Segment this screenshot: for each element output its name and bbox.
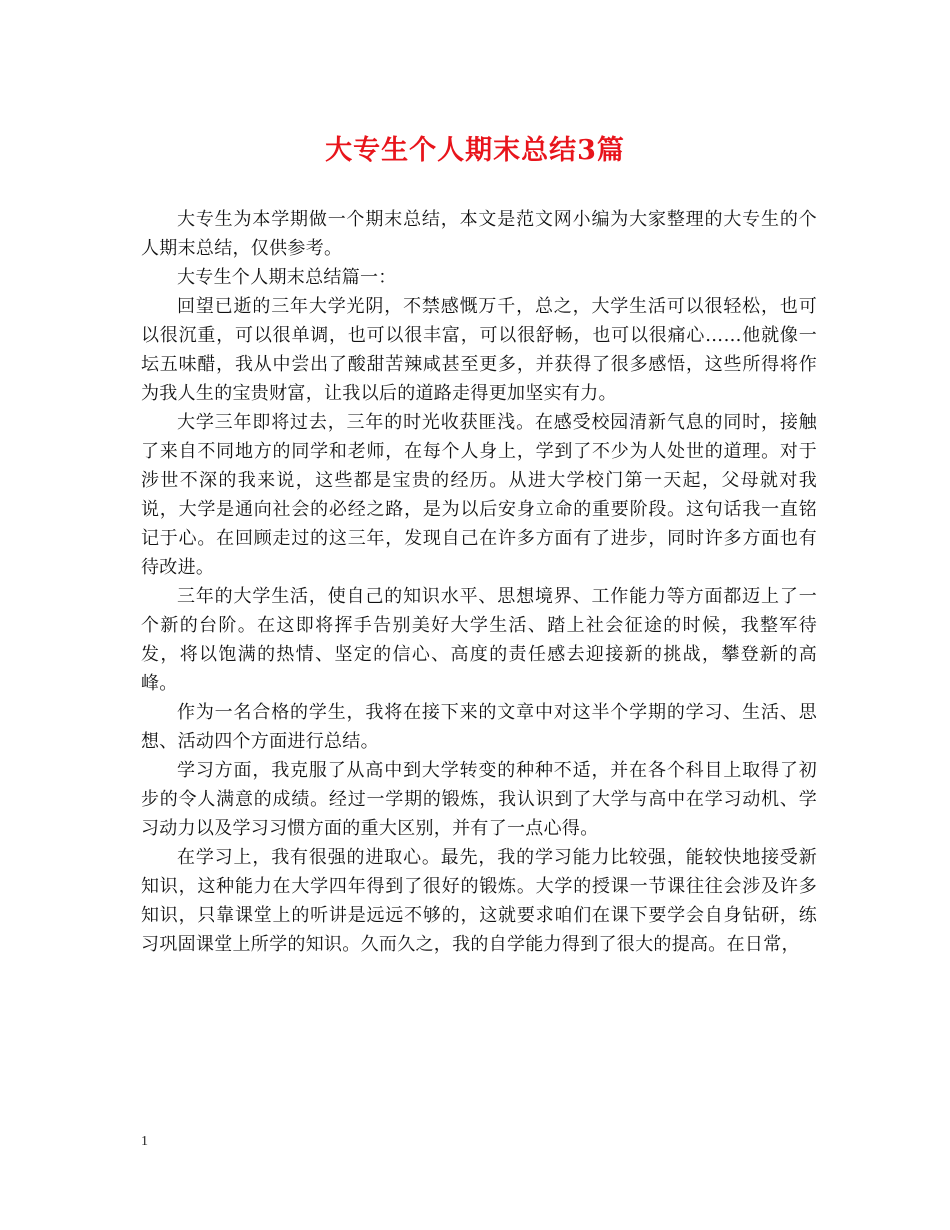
paragraph: 回望已逝的三年大学光阴，不禁感慨万千，总之，大学生活可以很轻松，也可以很沉重，可以很单调，也可以很丰富，可以很舒畅，也可以很痛心……他就像一坛五味醋，我从中尝出了酸甜苦辣咸甚至更多，并获得了很多感悟，这些所得将作为我人生的宝贵财富，让我以后的道路走得更加坚实有力。	[141, 296, 817, 404]
document-body	[141, 205, 817, 959]
paragraph: 学习方面，我克服了从高中到大学转变的种种不适，并在各个科目上取得了初步的令人满意的成绩。经过一学期的锻炼，我认识到了大学与高中在学习动机、学习动力以及学习习惯方面的重大区别，并有了一点心得。	[141, 760, 817, 839]
section-heading-part-one: 大专生个人期末总结篇一：	[177, 267, 397, 288]
paragraph: 作为一名合格的学生，我将在接下来的文章中对这半个学期的学习、生活、思想、活动四个方面进行总结。	[141, 702, 817, 752]
document-title: 大专生个人期末总结3篇	[325, 135, 625, 166]
paragraph-intro: 大专生为本学期做一个期末总结，本文是范文网小编为大家整理的大专生的个人期末总结，仅供参考。	[141, 209, 817, 259]
page-number: 1	[141, 1134, 148, 1149]
paragraph: 在学习上，我有很强的进取心。最先，我的学习能力比较强，能较快地接受新知识，这种能力在大学四年得到了很好的锻炼。大学的授课一节课往往会涉及许多知识，只靠课堂上的听讲是远远不够的，这就要求咱们在课下要学会自身钻研，练习巩固课堂上所学的知识。久而久之，我的自学能力得到了很大的提高。在日常，	[141, 847, 817, 955]
paragraph: 大学三年即将过去，三年的时光收获匪浅。在感受校园清新气息的同时，接触了来自不同地方的同学和老师，在每个人身上，学到了不少为人处世的道理。对于涉世不深的我来说，这些都是宝贵的经历。从进大学校门第一天起，父母就对我说，大学是通向社会的必经之路，是为以后安身立命的重要阶段。这句话我一直铭记于心。在回顾走过的这三年，发现自己在许多方面有了进步，同时许多方面也有待改进。	[141, 412, 817, 578]
paragraph: 三年的大学生活，使自己的知识水平、思想境界、工作能力等方面都迈上了一个新的台阶。在这即将挥手告别美好大学生活、踏上社会征途的时候，我整军待发，将以饱满的热情、坚定的信心、高度的责任感去迎接新的挑战，攀登新的高峰。	[141, 586, 817, 694]
